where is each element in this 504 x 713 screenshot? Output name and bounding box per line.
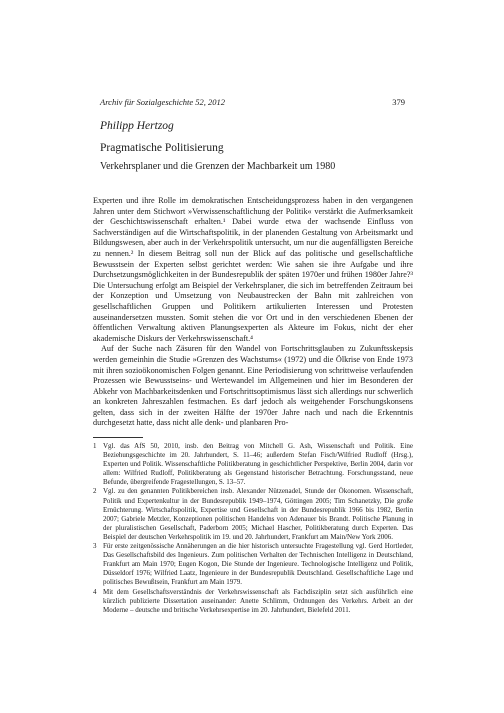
- footnote-separator: [93, 437, 143, 438]
- footnote-number: 2: [93, 487, 97, 496]
- body-paragraph: Auf der Suche nach Zäsuren für den Wandel von Fortschrittsglauben zu Zukunftsskepsis werden gemeinhin die Studie »Grenzen des Wachstums« (1972) und die Ölkrise von Ende 1973 mit ihren sozioökonomischen Folgen genannt. Eine Periodisierung von schrittweise verlaufenden Prozessen wie Bewusstseins- und Wertewandel im Allgemeinen und hier im Besonderen der Abkehr von Machbarkeitsdenken und Fortschrittsoptimismus lässt sich allerdings nur schwerlich an konkreten Jahreszahlen festmachen. Es darf jedoch als weitgehender Forschungskonsens gelten, dass sich in der zweiten Hälfte der 1970er Jahre nach und nach die Erkenntnis durchgesetzt hatte, dass nicht alle denk- und planbaren Pro-: [93, 344, 413, 428]
- footnote-number: 4: [93, 587, 97, 596]
- footnote-text: Vgl. das AfS 50, 2010, insb. den Beitrag von Mitchell G. Ash, Wissenschaft und Politik. Eine Beziehungsgeschichte im 20. Jahrhundert, S. 11–46; außerdem Stefan Fisch/Wilfried Rudloff (Hrsg.), Experten und Politik. Wissenschaftliche Politikberatung in geschichtlicher Perspektive, Berlin 2004, darin vor allem: Wilfried Rudloff, Politikberatung als Gegenstand historischer Betrachtung. Forschungsstand, neue Befunde, übergreifende Fragestellungen, S. 13–57.: [103, 442, 413, 487]
- journal-citation: Archiv für Sozialgeschichte 52, 2012: [100, 97, 226, 107]
- footnote: [93, 588, 413, 615]
- footnote-text: Für erste zeitgenössische Annäherungen an die hier historisch untersuchte Fragestellung vgl. Gerd Hortleder, Das Gesellschaftsbild des Ingenieurs. Zum politischen Verhalten der Technischen Intelligenz in Deutschland, Frankfurt am Main 1970; Eugen Kogon, Die Stunde der Ingenieure. Technologische Intelligenz und Politik, Düsseldorf 1976; Wilfried Laatz, Ingenieure in der Bundesrepublik Deutschland. Gesellschaftliche Lage und politisches Bewußtsein, Frankfurt am Main 1979.: [103, 542, 413, 587]
- footnotes: [93, 442, 413, 615]
- footnote-number: 1: [93, 442, 97, 450]
- article-body: [93, 196, 413, 429]
- author-name: Philipp Hertzog: [100, 120, 174, 132]
- footnote-text: Mit dem Gesellschaftsverständnis der Verkehrswissenschaft als Fachdisziplin setzt sich ausführlich eine kürzlich publizierte Dissertation auseinander: Anette Schlimm, Ordnungen des Verkehrs. Arbeit an der Moderne – deutsche und britische Verkehrsexpertise im 20. Jahrhundert, Bielefeld 2011.: [103, 587, 413, 614]
- footnote-text: Vgl. zu den genannten Politikbereichen insb. Alexander Nützenadel, Stunde der Ökonomen. Wissenschaft, Politik und Expertenkultur in der Bundesrepublik 1949–1974, Göttingen 2005; Tim Schanetzky, Die große Ernüchterung. Wirtschaftspolitik, Expertise und Gesellschaft in der Bundesrepublik 1966 bis 1982, Berlin 2007; Gabriele Metzler, Konzeptionen politischen Handelns von Adenauer bis Brandt. Politische Planung in der pluralistischen Gesellschaft, Paderborn 2005; Michael Hascher, Politikberatung durch Experten. Das Beispiel der deutschen Verkehrspolitik im 19. und 20. Jahrhundert, Frankfurt am Main/New York 2006.: [103, 487, 413, 541]
- footnote: [93, 542, 413, 587]
- footnote-number: 3: [93, 542, 97, 551]
- article-title: Pragmatische Politisierung: [100, 142, 224, 154]
- body-paragraph: Experten und ihre Rolle im demokratischen Entscheidungsprozess haben in den vergangenen Jahren unter dem Stichwort »Verwissenschaftlichung der Politik« verstärkt die Aufmerksamkeit der Geschichtswissenschaft erhalten.¹ Dabei wurde etwa der wachsende Einfluss von Sachverständigen auf die Wirtschaftspolitik, in der planenden Gestaltung von Arbeitsmarkt und Bildungswesen, aber auch in der Verkehrspolitik untersucht, um nur die augenfälligsten Bereiche zu nennen.² In diesem Beitrag soll nun der Blick auf das politische und gesellschaftliche Bewusstsein der Experten selbst gerichtet werden: Wie sahen sie ihre Aufgabe und ihre Durchsetzungsmöglichkeiten in der Bundesrepublik der späten 1970er und frühen 1980er Jahre?³ Die Untersuchung erfolgt am Beispiel der Verkehrsplaner, die sich im betreffenden Zeitraum bei der Konzeption und Umsetzung von Neubaustrecken der Bahn mit zahlreichen von gesellschaftlichen Gruppen und Politikern artikulierten Interessen und Protesten auseinandersetzen mussten. Somit stehen die vor Ort und in den verschiedenen Ebenen der öffentlichen Verwaltung aktiven Planungsexperten als Akteure im Fokus, nicht der eher akademische Diskurs der Verkehrswissenschaft.⁴: [93, 196, 413, 343]
- footnote: [93, 487, 413, 542]
- footnote: [93, 442, 413, 487]
- running-header: [100, 97, 405, 111]
- page-number: 379: [392, 97, 405, 107]
- article-subtitle: Verkehrsplaner und die Grenzen der Machbarkeit um 1980: [100, 161, 336, 172]
